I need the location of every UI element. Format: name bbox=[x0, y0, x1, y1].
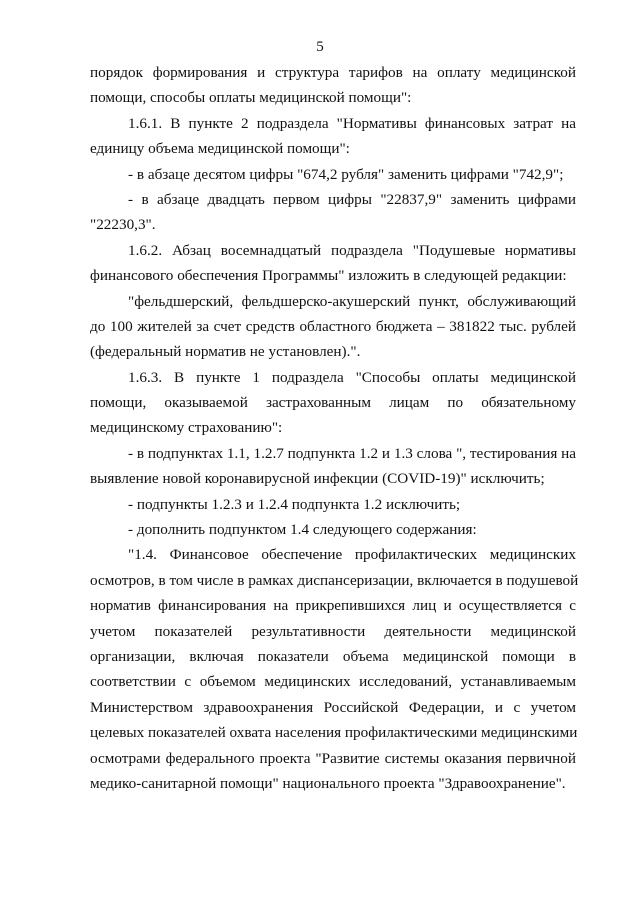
text-line: осмотров, в том числе в рамках диспансеризации, включается в подушевой bbox=[90, 571, 579, 589]
text-line: 1.6.2. Абзац восемнадцатый подраздела "Подушевые нормативы bbox=[128, 241, 576, 259]
text-line: норматив финансирования на прикрепившихся лиц и осуществляется с bbox=[90, 597, 576, 615]
text-line: организации, включая показатели объема медицинской помощи в bbox=[90, 647, 576, 665]
text-line: осмотрами федерального проекта "Развитие системы оказания первичной bbox=[90, 749, 576, 767]
text-line: - в абзаце десятом цифры "674,2 рубля" заменить цифрами "742,9"; bbox=[128, 165, 564, 183]
text-line: "22230,3". bbox=[90, 216, 156, 234]
text-line: единицу объема медицинской помощи": bbox=[90, 140, 350, 158]
text-line: целевых показателей охвата населения профилактическими медицинскими bbox=[90, 724, 578, 742]
text-line: учетом показателей результативности деятельности медицинской bbox=[90, 622, 576, 640]
text-line: медико-санитарной помощи" национального проекта "Здравоохранение". bbox=[90, 774, 566, 792]
text-line: помощи, оказываемой застрахованным лицам по обязательному bbox=[90, 394, 576, 412]
page-number: 5 bbox=[316, 39, 324, 55]
text-line: (федеральный норматив не установлен).". bbox=[90, 343, 361, 361]
text-line: соответствии с объемом медицинских исследований, устанавливаемым bbox=[90, 673, 576, 691]
text-line: - дополнить подпунктом 1.4 следующего содержания: bbox=[128, 521, 477, 539]
text-line: медицинскому страхованию": bbox=[90, 419, 283, 437]
text-line: "1.4. Финансовое обеспечение профилактических медицинских bbox=[128, 546, 576, 564]
text-line: до 100 жителей за счет средств областного бюджета – 381822 тыс. рублей bbox=[90, 317, 576, 335]
text-line: порядок формирования и структура тарифов на оплату медицинской bbox=[90, 64, 576, 81]
text-line: "фельдшерский, фельдшерско-акушерский пункт, обслуживающий bbox=[128, 292, 576, 310]
text-line: - в подпунктах 1.1, 1.2.7 подпункта 1.2 и 1.3 слова ", тестирования на bbox=[128, 444, 576, 462]
text-line: выявление новой коронавирусной инфекции (COVID-19)" исключить; bbox=[90, 470, 545, 488]
text-line: 1.6.1. В пункте 2 подраздела "Нормативы финансовых затрат на bbox=[128, 114, 576, 132]
text-line: финансового обеспечения Программы" изложить в следующей редакции: bbox=[90, 267, 567, 285]
text-line: 1.6.3. В пункте 1 подраздела "Способы оплаты медицинской bbox=[128, 368, 576, 386]
text-line: Министерством здравоохранения Российской Федерации, и с учетом bbox=[90, 698, 576, 716]
text-line: - в абзаце двадцать первом цифры "22837,9" заменить цифрами bbox=[128, 190, 576, 208]
document-body bbox=[90, 60, 579, 796]
text-line: помощи, способы оплаты медицинской помощи": bbox=[90, 89, 412, 107]
text-line: - подпункты 1.2.3 и 1.2.4 подпункта 1.2 исключить; bbox=[128, 495, 461, 513]
